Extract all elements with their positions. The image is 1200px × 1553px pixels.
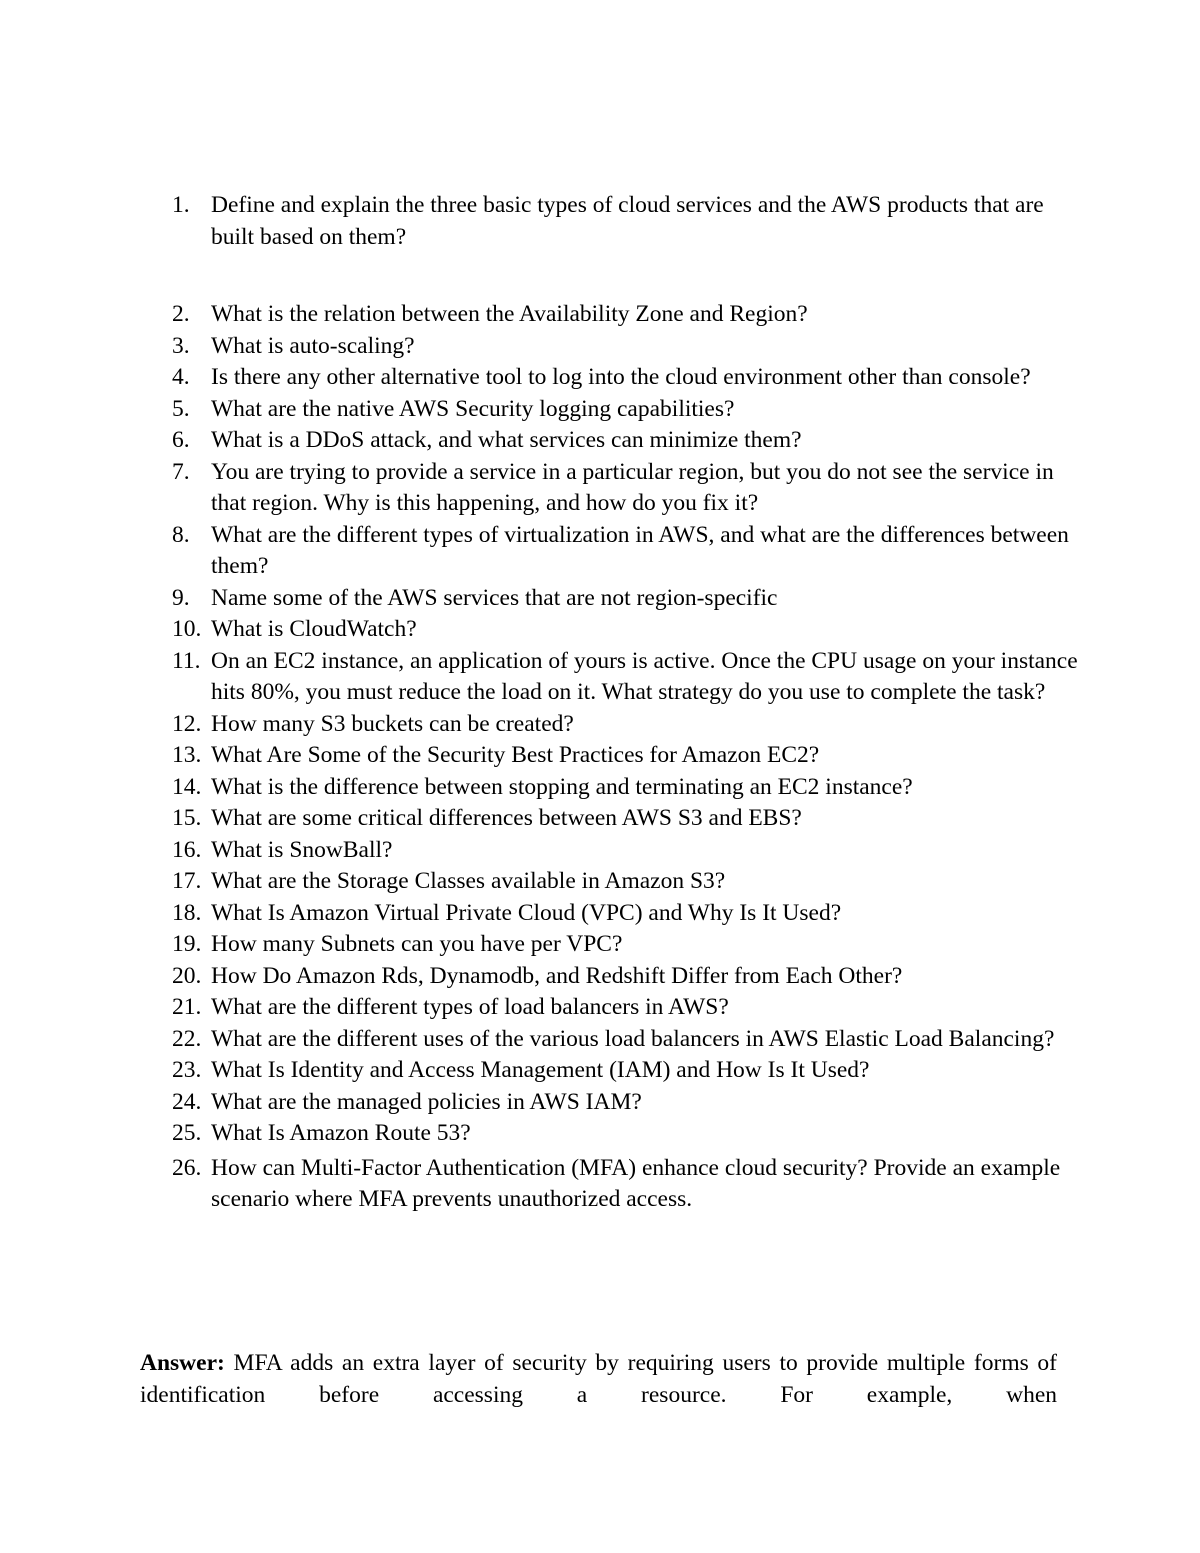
question-list (0, 190, 1200, 1216)
list-item (0, 1087, 1200, 1119)
question-number: 1. (172, 192, 190, 218)
question-number: 17. (172, 868, 202, 894)
question-text: How many S3 buckets can be created? (211, 710, 574, 737)
question-number: 6. (172, 427, 190, 453)
question-number: 24. (172, 1088, 202, 1115)
question-text: What are the Storage Classes available in Amazon S3? (211, 868, 726, 894)
question-number: 18. (172, 899, 202, 926)
question-number: 14. (172, 773, 202, 800)
list-item (0, 1024, 1200, 1056)
question-text: On an EC2 instance, an application of yours is active. Once the CPU usage on your instance hits 80%, you must reduce the load on it. What strategy do you use to complete the task? (211, 647, 1078, 705)
list-item (0, 457, 1200, 520)
list-item (0, 835, 1200, 867)
question-text: What is a DDoS attack, and what services can minimize them? (211, 427, 802, 453)
question-text: What are the managed policies in AWS IAM? (211, 1088, 642, 1115)
question-text: You are trying to provide a service in a particular region, but you do not see the service in that region. Why is this happening, and how do you fix it? (211, 458, 1054, 516)
list-item (0, 331, 1200, 363)
question-text: Is there any other alternative tool to log into the cloud environment other than console? (211, 364, 1031, 390)
question-text: What is the relation between the Availability Zone and Region? (211, 301, 808, 327)
question-text: What are the native AWS Security logging capabilities? (211, 395, 735, 422)
list-item (0, 646, 1200, 709)
question-text: What is SnowBall? (211, 836, 393, 863)
answer-label: Answer: (140, 1350, 225, 1376)
list-item (0, 803, 1200, 835)
question-text: How Do Amazon Rds, Dynamodb, and Redshift Differ from Each Other? (211, 962, 903, 989)
list-item (0, 772, 1200, 804)
list-item (0, 614, 1200, 646)
question-text: What is auto-scaling? (211, 332, 415, 359)
question-number: 20. (172, 962, 202, 989)
question-text: What are the different types of load balancers in AWS? (211, 994, 729, 1020)
question-text: What is the difference between stopping and terminating an EC2 instance? (211, 773, 913, 800)
question-number: 8. (172, 521, 190, 548)
question-text: How many Subnets can you have per VPC? (211, 931, 623, 957)
question-number: 26. (172, 1154, 202, 1181)
question-text: What Is Amazon Virtual Private Cloud (VPC) and Why Is It Used? (211, 899, 842, 926)
list-item (0, 992, 1200, 1024)
question-number: 7. (172, 458, 190, 485)
question-text: Name some of the AWS services that are not region-specific (211, 584, 778, 611)
question-number: 21. (172, 994, 202, 1020)
question-text: What are some critical differences between AWS S3 and EBS? (211, 805, 802, 831)
list-item (0, 1153, 1200, 1216)
question-number: 2. (172, 301, 190, 327)
list-item (0, 961, 1200, 993)
question-text: What is CloudWatch? (211, 616, 417, 642)
question-number: 5. (172, 395, 190, 422)
question-number: 13. (172, 742, 202, 768)
question-number: 4. (172, 364, 190, 390)
list-item (0, 929, 1200, 961)
list-item (0, 520, 1200, 583)
question-text: Define and explain the three basic types of cloud services and the AWS products that are built based on them? (211, 192, 1044, 250)
list-item (0, 709, 1200, 741)
list-item (0, 425, 1200, 457)
question-text: What Is Amazon Route 53? (211, 1120, 471, 1146)
question-number: 16. (172, 836, 202, 863)
question-number: 15. (172, 805, 202, 831)
question-number: 11. (172, 647, 201, 674)
question-text: What are the different types of virtualization in AWS, and what are the differences between them? (211, 521, 1069, 579)
answer-paragraph (140, 1348, 1057, 1411)
question-number: 3. (172, 332, 190, 359)
answer-text: MFA adds an extra layer of security by requiring users to provide multiple forms of identification before accessing a resource. For example, when (140, 1350, 1058, 1408)
list-item (0, 898, 1200, 930)
list-item (0, 362, 1200, 394)
question-number: 22. (172, 1025, 202, 1052)
list-item (0, 1055, 1200, 1087)
list-item (0, 1118, 1200, 1150)
question-number: 10. (172, 616, 202, 642)
list-item (0, 394, 1200, 426)
question-number: 23. (172, 1057, 202, 1083)
list-item (0, 583, 1200, 615)
question-number: 25. (172, 1120, 202, 1146)
list-item (0, 299, 1200, 331)
list-item (0, 740, 1200, 772)
question-number: 19. (172, 931, 202, 957)
question-number: 9. (172, 584, 190, 611)
question-number: 12. (172, 710, 202, 737)
question-text: How can Multi-Factor Authentication (MFA) enhance cloud security? Provide an example scenario where MFA prevents unauthorized access. (211, 1154, 1061, 1212)
question-text: What Is Identity and Access Management (IAM) and How Is It Used? (211, 1057, 870, 1083)
question-text: What Are Some of the Security Best Practices for Amazon EC2? (211, 742, 820, 768)
list-item (0, 866, 1200, 898)
question-text: What are the different uses of the various load balancers in AWS Elastic Load Balancing? (211, 1025, 1055, 1052)
list-item (0, 190, 1200, 253)
